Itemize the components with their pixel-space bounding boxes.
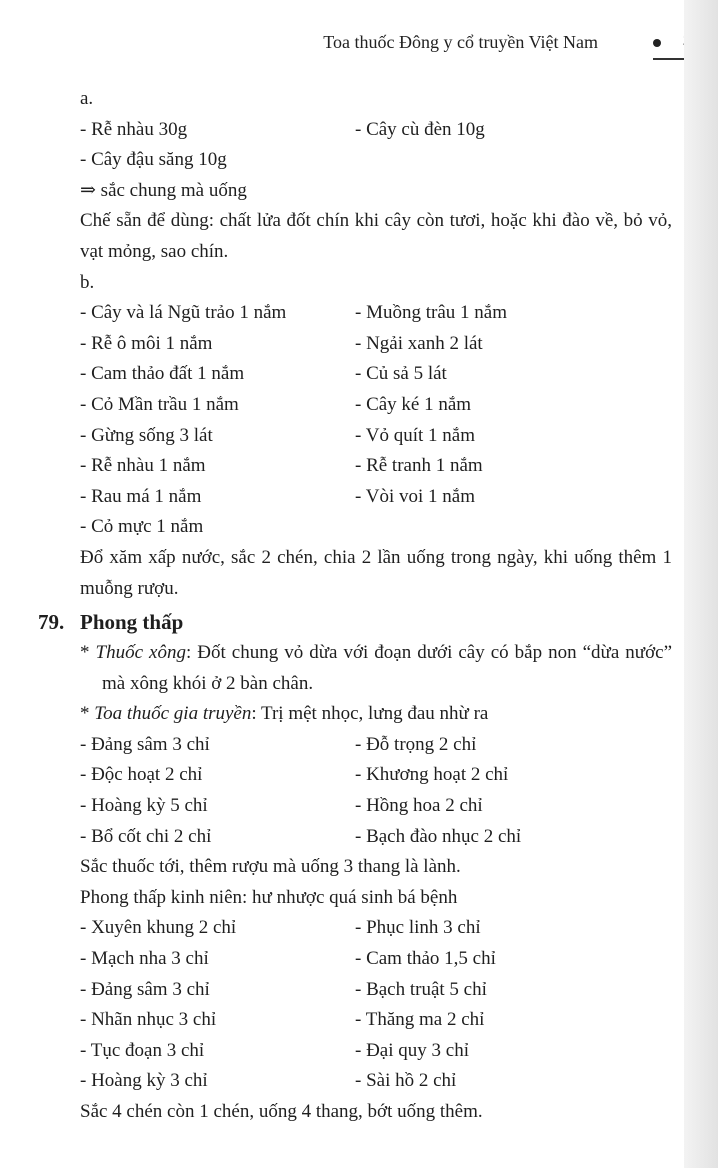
ingredient-left: - Đảng sâm 3 chỉ	[80, 733, 210, 755]
ingredient-row	[80, 730, 672, 761]
ingredient-right: - Hồng hoa 2 chỉ	[355, 795, 483, 817]
ingredient-right: - Vỏ quít 1 nắm	[355, 424, 475, 446]
preparation-note: Chế sẵn để dùng: chất lửa đốt chín khi cây còn tươi, hoặc khi đào về, bỏ vỏ, vạt mỏng, sao chín.	[80, 210, 672, 262]
ingredient-row	[80, 298, 672, 329]
ingredient-right: - Muồng trâu 1 nắm	[355, 302, 507, 324]
ingredient-row	[80, 1036, 672, 1067]
ingredient-right: - Đỗ trọng 2 chỉ	[355, 733, 477, 755]
ingredient-left: - Xuyên khung 2 chỉ	[80, 917, 237, 939]
ingredient-row	[80, 482, 672, 513]
ingredient-row	[80, 1005, 672, 1036]
ingredient-row	[80, 421, 672, 452]
ingredient-left: - Đảng sâm 3 chỉ	[80, 978, 210, 1000]
ingredient-row	[80, 760, 672, 791]
ingredient-left: - Cỏ Mần trầu 1 nắm	[80, 393, 239, 415]
ingredient-right: - Sài hồ 2 chỉ	[355, 1070, 457, 1092]
bullet-text: : Đốt chung vỏ dừa với đoạn dưới cây có bắp non “dừa nước” mà xông khói ở 2 bàn chân.	[102, 642, 673, 694]
ingredient-left: - Rễ nhàu 30g	[80, 118, 188, 140]
bullet-text: : Trị mệt nhọc, lưng đau nhừ ra	[251, 703, 489, 725]
ingredient-row	[80, 975, 672, 1006]
ingredient-right: - Cây ké 1 nắm	[355, 393, 472, 415]
ingredient-single: - Cây đậu săng 10g	[80, 149, 227, 171]
subsection-note: Phong thấp kinh niên: hư nhược quá sinh bá bệnh	[80, 886, 458, 908]
ingredient-left: - Hoàng kỳ 3 chỉ	[80, 1070, 208, 1092]
ingredient-right: - Bạch đào nhục 2 chỉ	[355, 825, 522, 847]
ingredient-left: - Hoàng kỳ 5 chỉ	[80, 795, 208, 817]
section-number: 79.	[38, 610, 65, 635]
ingredient-right: - Đại quy 3 chỉ	[355, 1039, 469, 1061]
ingredient-left: - Rau má 1 nắm	[80, 485, 202, 507]
ingredient-row	[80, 1066, 672, 1097]
page-edge-shadow	[684, 0, 718, 1168]
ingredient-row	[80, 944, 672, 975]
ingredient-right: - Củ sả 5 lát	[355, 363, 447, 385]
ingredient-left: - Rễ ô môi 1 nắm	[80, 332, 213, 354]
dosage-note: Sắc 4 chén còn 1 chén, uống 4 thang, bớt uống thêm.	[80, 1101, 483, 1122]
ingredient-single: - Cỏ mực 1 nắm	[80, 516, 204, 538]
dosage-note: Đổ xăm xấp nước, sắc 2 chén, chia 2 lần uống trong ngày, khi uống thêm 1 muỗng rượu.	[80, 546, 672, 599]
ingredient-right: - Ngải xanh 2 lát	[355, 332, 483, 354]
bullet-label: Thuốc xông	[95, 642, 186, 664]
ingredient-left: - Gừng sống 3 lát	[80, 424, 213, 446]
ingredient-left: - Rễ nhàu 1 nắm	[80, 455, 206, 477]
running-header	[0, 28, 684, 62]
bullet-paragraph: * Thuốc xông: Đốt chung vỏ dừa với đoạn dưới cây có bắp non “dừa nước” mà xông khói ở 2 bàn chân.	[80, 642, 673, 694]
ingredient-row	[80, 913, 672, 944]
ingredient-left: - Tục đoạn 3 chỉ	[80, 1039, 205, 1061]
section-title: Phong thấp	[80, 610, 184, 635]
section-heading	[38, 606, 672, 638]
part-b-label: b.	[80, 271, 95, 293]
ingredient-left: - Nhãn nhục 3 chỉ	[80, 1009, 217, 1031]
ingredient-row	[80, 359, 672, 390]
ingredient-left: - Cam thảo đất 1 nắm	[80, 363, 245, 385]
bullet-paragraph: * Toa thuốc gia truyền: Trị mệt nhọc, lưng đau nhừ ra	[80, 703, 489, 725]
ingredient-row	[80, 822, 672, 853]
ingredient-row	[80, 451, 672, 482]
ingredient-right: - Cam thảo 1,5 chỉ	[355, 948, 496, 970]
ingredient-row	[80, 115, 672, 146]
ingredient-left: - Mạch nha 3 chỉ	[80, 948, 209, 970]
ingredient-left: - Bổ cốt chi 2 chỉ	[80, 825, 212, 847]
ingredient-right: - Phục linh 3 chỉ	[355, 917, 481, 939]
instruction-line: ⇒ sắc chung mà uống	[80, 179, 247, 201]
ingredient-row	[80, 791, 672, 822]
ingredient-right: - Vòi voi 1 nắm	[355, 485, 475, 507]
ingredient-right: - Rễ tranh 1 nắm	[355, 455, 483, 477]
ingredient-left: - Cây và lá Ngũ trảo 1 nắm	[80, 302, 287, 324]
header-bullet-dot	[653, 39, 661, 47]
ingredient-row	[80, 390, 672, 421]
ingredient-left: - Độc hoạt 2 chỉ	[80, 764, 203, 786]
ingredient-right: - Cây cù đèn 10g	[355, 118, 485, 140]
bullet-label: Toa thuốc gia truyền	[94, 703, 252, 725]
ingredient-row	[80, 329, 672, 360]
dosage-note: Sắc thuốc tới, thêm rượu mà uống 3 thang là lành.	[80, 856, 461, 878]
ingredient-right: - Bạch truật 5 chỉ	[355, 978, 487, 1000]
ingredient-right: - Khương hoạt 2 chỉ	[355, 764, 509, 786]
header-title: Toa thuốc Đông y cổ truyền Việt Nam	[323, 32, 598, 52]
ingredient-right: - Thăng ma 2 chỉ	[355, 1009, 485, 1031]
page-content	[38, 84, 673, 1128]
part-a-label: a.	[80, 88, 94, 109]
